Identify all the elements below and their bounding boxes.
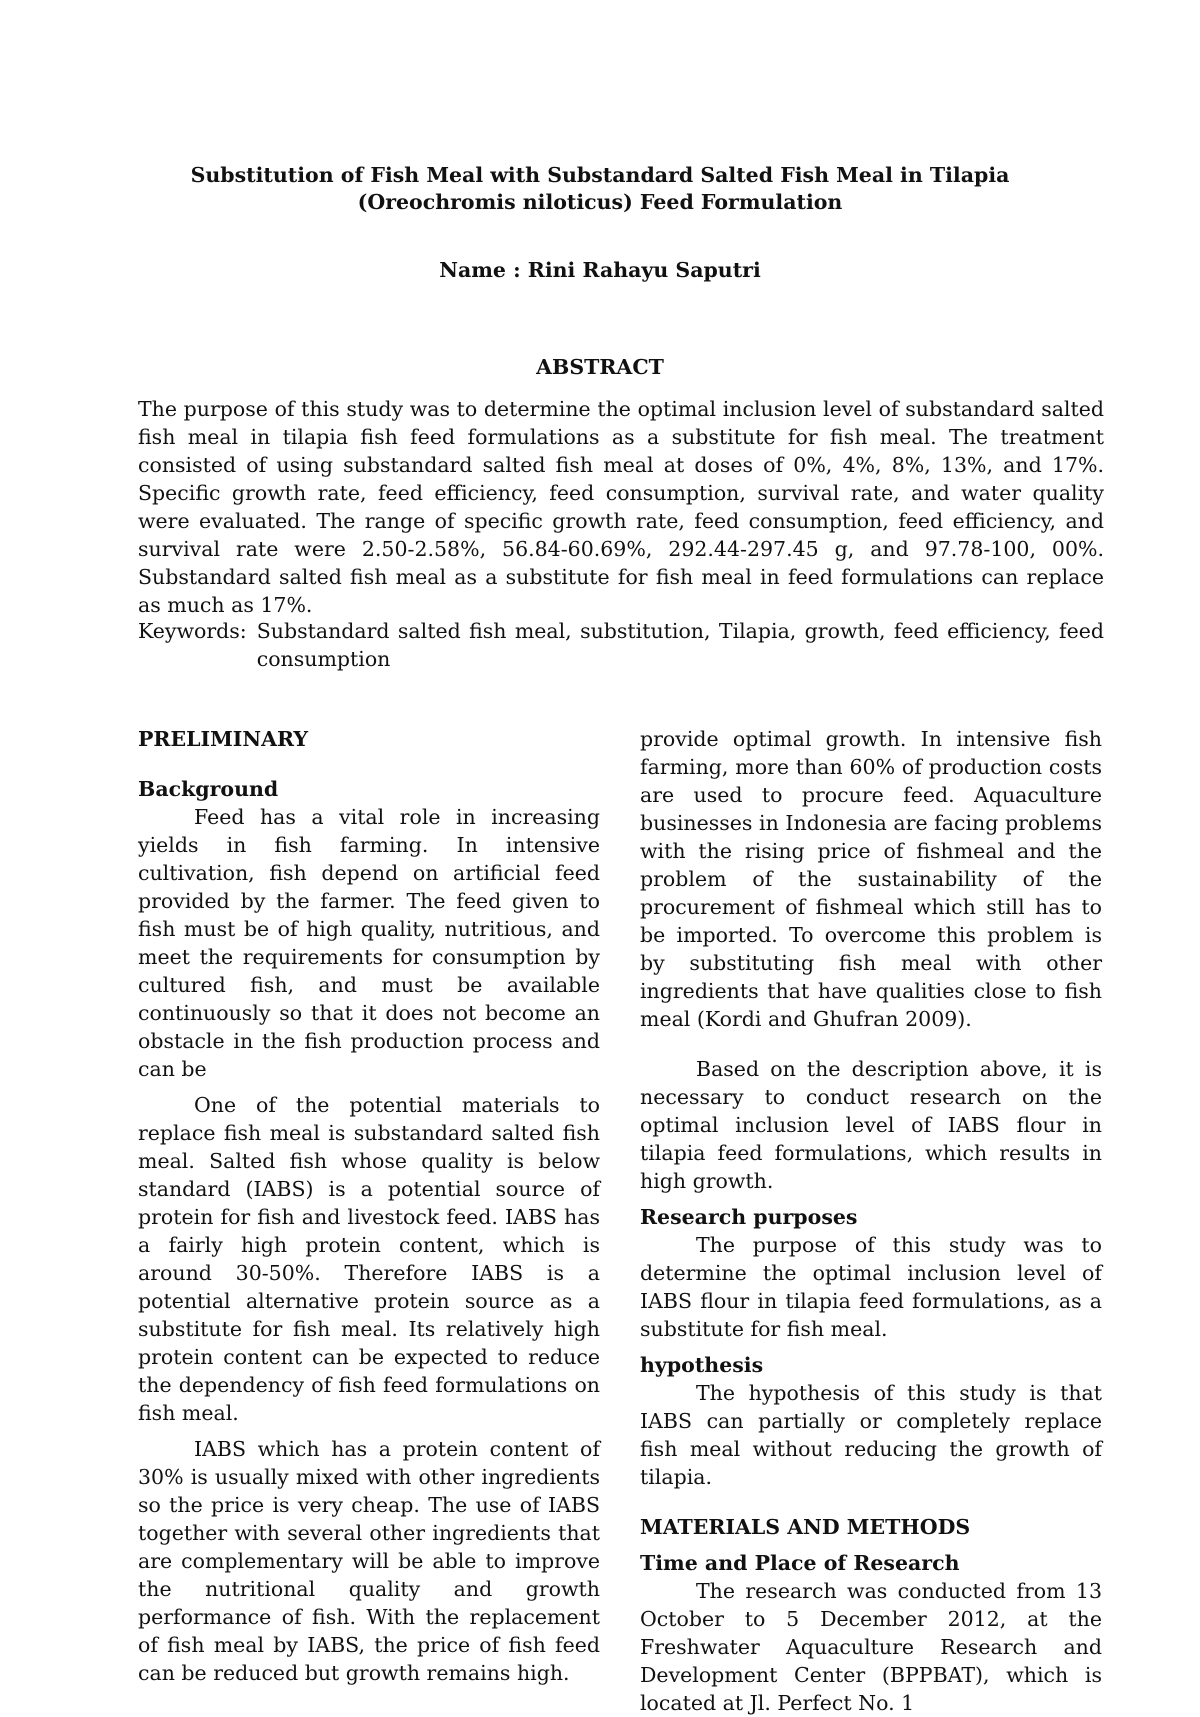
paragraph-continuation: provide optimal growth. In intensive fish farming, more than 60% of production costs are used to procure feed. Aquaculture businesses in Indonesia are facing problems with the rising price of fishmeal and the problem of the sustainability of the procurement of fishmeal which still has to be imported. To overcome this problem is by substituting fish meal with other ingredients that have qualities close to fish meal (Kordi and Ghufran 2009).	[640, 727, 1102, 1031]
paragraph: Based on the description above, it is necessary to conduct research on the optimal inclusion level of IABS flour in tilapia feed formulations, which results in high growth.	[640, 1057, 1102, 1193]
subheading-research-purposes: Research purposes	[640, 1205, 858, 1229]
paragraph: Feed has a vital role in increasing yields in fish farming. In intensive cultivation, fish depend on artificial feed provided by the farmer. The feed given to fish must be of high quality, nutritious, and meet the requirements for consumption by cultured fish, and must be available continuously so that it does not become an obstacle in the fish production process and can be	[138, 805, 600, 1081]
abstract-text: The purpose of this study was to determine the optimal inclusion level of substandard salted fish meal in tilapia fish feed formulations as a substitute for fish meal. The treatment consisted of using substandard salted fish meal at doses of 0%, 4%, 8%, 13%, and 17%. Specific growth rate, feed efficiency, feed consumption, survival rate, and water quality were evaluated. The range of specific growth rate, feed consumption, feed efficiency, and survival rate were 2.50-2.58%, 56.84-60.69%, 292.44-297.45 g, and 97.78-100, 00%. Substandard salted fish meal as a substitute for fish meal in feed formulations can replace as much as 17%.	[138, 397, 1104, 617]
paper-title: Substitution of Fish Meal with Substandard Salted Fish Meal in Tilapia (Oreochromis niloticus) Feed Formulation	[190, 163, 1010, 214]
subheading-background: Background	[138, 777, 279, 801]
section-title-materials-methods: MATERIALS AND METHODS	[640, 1515, 971, 1539]
subheading-hypothesis: hypothesis	[640, 1353, 764, 1377]
left-column	[138, 725, 600, 1687]
subheading-time-place: Time and Place of Research	[640, 1551, 960, 1575]
paragraph: One of the potential materials to replace fish meal is substandard salted fish meal. Salted fish whose quality is below standard (IABS) is a potential source of protein for fish and livestock feed. IABS has a fairly high protein content, which is around 30-50%. Therefore IABS is a potential alternative protein source as a substitute for fish meal. Its relatively high protein content can be expected to reduce the dependency of fish feed formulations on fish meal.	[138, 1093, 600, 1425]
author-line: Name : Rini Rahayu Saputri	[439, 258, 761, 282]
paragraph: The research was conducted from 13 October to 5 December 2012, at the Freshwater Aquaculture Research and Development Center (BPPBAT), which is located at Jl. Perfect No. 1	[640, 1579, 1102, 1715]
right-column	[640, 725, 1102, 1717]
section-title-preliminary: PRELIMINARY	[138, 727, 309, 751]
paragraph: The hypothesis of this study is that IABS can partially or completely replace fish meal without reducing the growth of tilapia.	[640, 1381, 1102, 1489]
keywords-text: Substandard salted fish meal, substitution, Tilapia, growth, feed efficiency, feed consumption	[256, 619, 1104, 671]
paragraph: The purpose of this study was to determine the optimal inclusion level of IABS flour in tilapia feed formulations, as a substitute for fish meal.	[640, 1233, 1102, 1341]
keywords-label: Keywords:	[138, 619, 247, 643]
abstract-heading: ABSTRACT	[536, 355, 664, 379]
keywords	[138, 617, 1104, 673]
paragraph: IABS which has a protein content of 30% is usually mixed with other ingredients so the price is very cheap. The use of IABS together with several other ingredients that are complementary will be able to improve the nutritional quality and growth performance of fish. With the replacement of fish meal by IABS, the price of fish feed can be reduced but growth remains high.	[138, 1437, 600, 1685]
